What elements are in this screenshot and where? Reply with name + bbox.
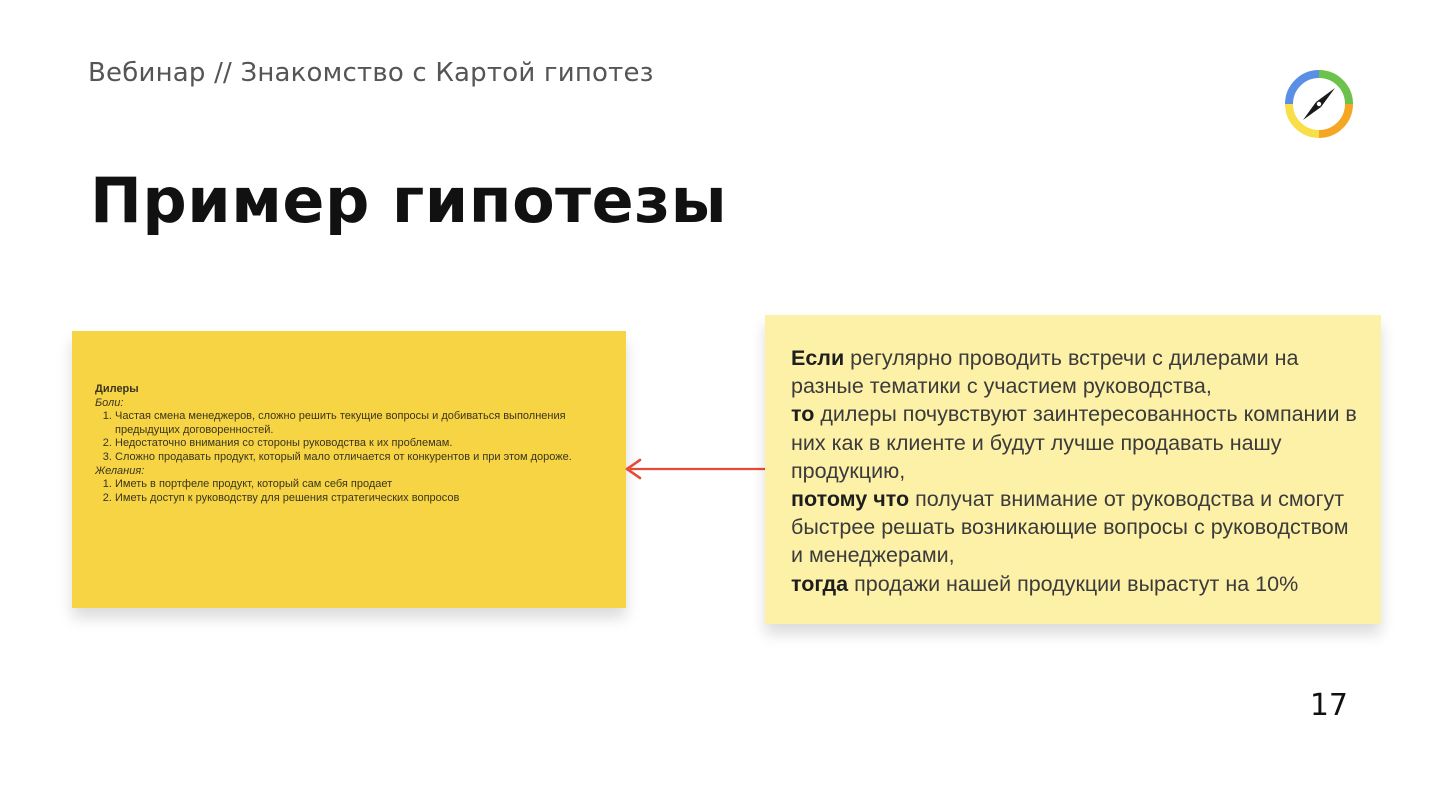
hypothesis-if-text: регулярно проводить встречи с дилерами на разные тематики с участием руководства, xyxy=(791,346,1299,399)
hypothesis-result-text: продажи нашей продукции вырастут на 10% xyxy=(848,571,1299,596)
list-item: 3. Сложно продавать продукт, который мало отличается от конкурентов и при этом дороже. xyxy=(115,451,596,465)
hypothesis-then-text: дилеры почувствуют заинтересованность компании в них как в клиенте и будут лучше продавать нашу продукцию, xyxy=(791,402,1357,483)
list-item: 2. Недостаточно внимания со стороны руководства к их проблемам. xyxy=(115,437,596,451)
keyword-if: Если xyxy=(791,346,845,370)
persona-sticky-note xyxy=(72,331,626,608)
wishes-list xyxy=(95,478,596,505)
hypothesis-because xyxy=(791,485,1361,570)
arrow-left-icon xyxy=(622,455,768,485)
page-title: Пример гипотезы xyxy=(90,164,728,237)
compass-icon xyxy=(1284,69,1354,139)
page-number: 17 xyxy=(1309,688,1348,723)
list-item: 1. Иметь в портфеле продукт, который сам себя продает xyxy=(115,478,596,492)
hypothesis-because-text: получат внимание от руководства и смогут быстрее решать возникающие вопросы с руководством и менеджерами, xyxy=(791,487,1349,568)
hypothesis-sticky-note xyxy=(765,315,1381,624)
list-item: 1. Частая смена менеджеров, сложно решить текущие вопросы и добиваться выполнения предыдущих договоренностей. xyxy=(115,410,596,437)
keyword-then: то xyxy=(791,402,815,427)
pains-list xyxy=(95,410,596,464)
persona-heading: Дилеры xyxy=(95,383,139,395)
breadcrumb: Вебинар // Знакомство с Картой гипотез xyxy=(88,58,654,88)
list-item: 2. Иметь доступ к руководству для решения стратегических вопросов xyxy=(115,492,596,506)
keyword-result: тогда xyxy=(791,571,849,596)
wishes-label: Желания: xyxy=(95,464,145,477)
keyword-because: потому что xyxy=(791,487,910,512)
hypothesis-if xyxy=(791,344,1361,400)
hypothesis-then xyxy=(791,400,1361,485)
hypothesis-result xyxy=(791,570,1361,598)
pains-label: Боли: xyxy=(95,396,124,409)
